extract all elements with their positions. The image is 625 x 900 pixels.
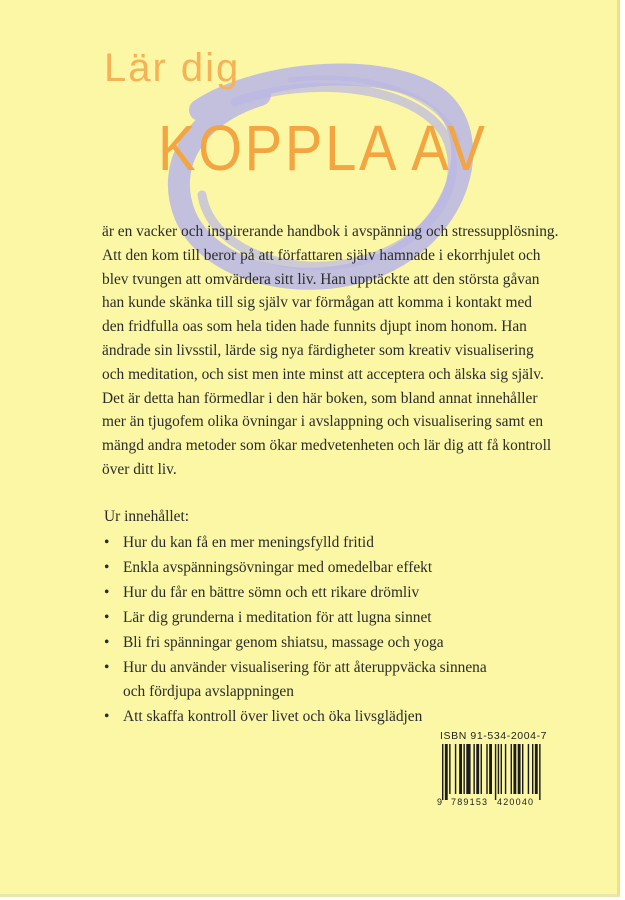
bullet-icon: •	[104, 534, 110, 551]
description-line: blev tvungen att omvärdera sitt liv. Han upptäckte att den största gåvan	[102, 270, 540, 288]
list-item-text: Hur du kan få en mer meningsfylld fritid	[123, 534, 374, 551]
barcode-bar	[513, 744, 516, 794]
barcode-bar	[442, 744, 443, 800]
description-line: och meditation, och sist men inte minst att acceptera och älska sig själv.	[102, 365, 544, 383]
barcode-bar	[522, 744, 523, 794]
barcode-bar	[518, 744, 521, 794]
isbn-label: ISBN 91-534-2004-7	[440, 730, 548, 742]
title-small: Lär dig	[104, 46, 241, 90]
barcode-bar	[501, 744, 502, 794]
barcode-bar	[528, 744, 529, 794]
list-item	[104, 656, 534, 703]
contents-section	[104, 505, 534, 729]
list-item-text-continued: och fördjupa avslappningen	[123, 682, 294, 700]
barcode-digit-group: 420040	[497, 797, 535, 807]
bullet-icon: •	[104, 558, 110, 576]
bullet-icon: •	[104, 707, 110, 725]
list-item-text: Hur du får en bättre sömn och ett rikare drömliv	[123, 583, 420, 601]
contents-heading: Ur innehållet:	[104, 508, 190, 525]
barcode-bar	[481, 744, 482, 794]
bullet-icon: •	[104, 608, 110, 626]
barcode-bar	[505, 744, 506, 794]
barcode-bar	[535, 744, 538, 794]
barcode-bar	[532, 744, 533, 794]
list-item	[104, 556, 534, 580]
barcode-bar	[445, 744, 448, 800]
barcode-digit-group: 9	[437, 797, 443, 807]
barcode-bar	[498, 744, 499, 794]
bullet-icon: •	[104, 633, 110, 651]
list-item	[104, 705, 534, 729]
barcode-bar	[476, 744, 479, 794]
barcode-bar	[466, 744, 470, 794]
barcode-digit-group: 789153	[451, 797, 489, 807]
description-line: mängd andra metoder som ökar medvetenheten och lär dig att få kontroll	[102, 437, 552, 455]
description-line: Att den kom till beror på att författaren själv hamnade i ekorrhjulet och	[102, 246, 541, 264]
barcode	[437, 744, 543, 810]
title-large: KOPPLA AV	[158, 112, 488, 184]
bullet-icon: •	[104, 583, 110, 601]
list-item-text: Hur du använder visualisering för att återuppväcka sinnena	[123, 658, 487, 676]
barcode-bar	[449, 744, 450, 794]
barcode-bar	[463, 744, 464, 794]
description-line: mer än tjugofem olika övningar i avslappning och visualisering samt en	[102, 413, 544, 431]
description-line: den fridfulla oas som hela tiden hade funnits djupt inom honom. Han	[102, 318, 527, 336]
list-item-text: Att skaffa kontroll över livet och öka livsglädjen	[123, 707, 423, 725]
barcode-bar	[489, 744, 492, 794]
description-line: är en vacker och inspirerande handbok i avspänning och stressupplösning.	[102, 223, 559, 240]
barcode-bar	[459, 744, 462, 794]
barcode-bar	[495, 744, 496, 800]
barcode-bar	[455, 744, 456, 794]
list-item-text: Bli fri spänningar genom shiatsu, massage och yoga	[123, 633, 444, 651]
list-item-text: Enkla avspänningsövningar med omedelbar effekt	[123, 558, 433, 576]
barcode-bar	[511, 744, 512, 794]
contents-list	[104, 531, 534, 728]
list-item	[104, 606, 534, 630]
barcode-bar	[539, 744, 540, 800]
description-line: Det är detta han förmedlar i den här boken, som bland annat innehåller	[102, 389, 538, 407]
list-item-text: Lär dig grunderna i meditation för att lugna sinnet	[123, 608, 432, 626]
description-line: över ditt liv.	[102, 460, 177, 478]
description-line: ändrade sin livsstil, lärde sig nya färdigheter som kreativ visualisering	[102, 341, 534, 359]
barcode-bar	[473, 744, 474, 794]
description-paragraph	[102, 220, 559, 482]
list-item	[104, 581, 534, 605]
barcode-bars	[442, 744, 542, 800]
description-line: han kunde skänka till sig själv var förmågan att komma i kontakt med	[102, 294, 532, 312]
barcode-bar	[486, 744, 487, 794]
bullet-icon: •	[104, 658, 110, 676]
list-item	[104, 531, 534, 555]
list-item	[104, 631, 534, 655]
